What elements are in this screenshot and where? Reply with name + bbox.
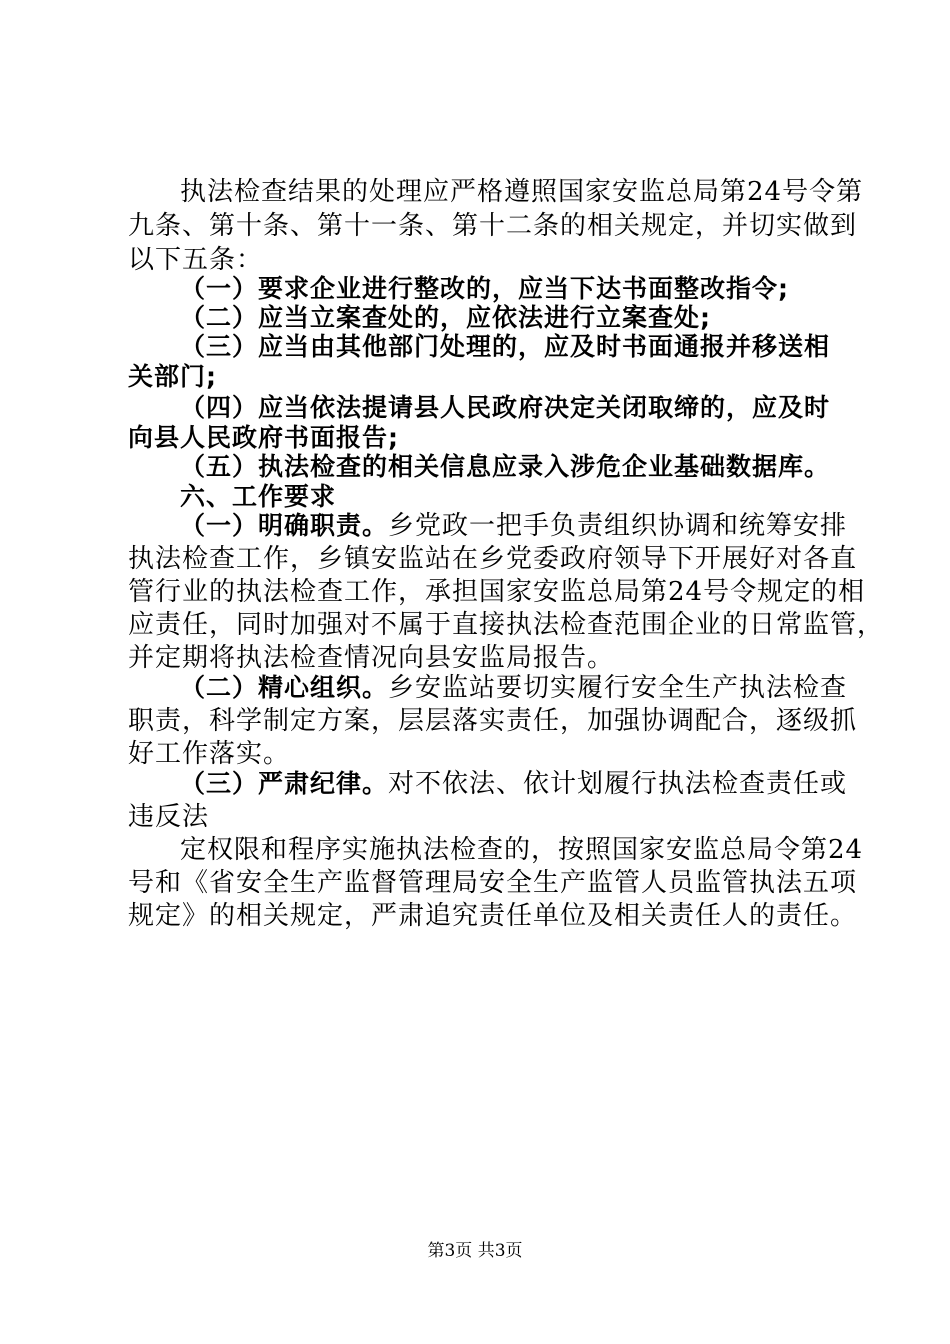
list-item-1: （一）要求企业进行整改的，应当下达书面整改指令; (180, 274, 789, 303)
requirement-3-text: 对不依法、依计划履行执法检查责任或 (388, 769, 848, 799)
list-item-3-line-2: 关部门; (128, 362, 217, 391)
page-footer: 第3页 共3页 (427, 1241, 523, 1261)
closing-line-3: 规定》的相关规定，严肃追究责任单位及相关责任人的责任。 (128, 901, 858, 931)
requirement-2-title: （二）精心组织。 (180, 673, 389, 702)
requirement-2-text: 乡安监站要切实履行安全生产执法检查 (388, 673, 848, 703)
requirement-1-line-3: 管行业的执法检查工作，承担国家安监总局第24号令规定的相 (128, 577, 866, 607)
requirement-1-line-4: 应责任，同时加强对不属于直接执法检查范围企业的日常监管， (128, 610, 885, 640)
paragraph-intro-line-2: 九条、第十条、第十一条、第十二条的相关规定，并切实做到 (128, 211, 858, 241)
list-item-5: （五）执法检查的相关信息应录入涉危企业基础数据库。 (180, 452, 831, 481)
paragraph-intro-line-3: 以下五条： (128, 245, 264, 275)
paragraph-intro-line-1: 执法检查结果的处理应严格遵照国家安监总局第24号令第 (180, 177, 864, 207)
list-item-4-line-1: （四）应当依法提请县人民政府决定关闭取缔的，应及时 (180, 393, 831, 422)
requirement-1-line-2: 执法检查工作，乡镇安监站在乡党委政府领导下开展好对各直 (128, 544, 858, 574)
requirement-2-line-3: 好工作落实。 (128, 739, 291, 769)
requirement-2-line-1 (180, 673, 847, 703)
requirement-1-title: （一）明确职责。 (180, 511, 389, 540)
requirement-3-line-1 (180, 769, 847, 799)
requirement-1-line-5: 并定期将执法检查情况向县安监局报告。 (128, 643, 615, 673)
list-item-4-line-2: 向县人民政府书面报告; (128, 423, 399, 452)
list-item-2: （二）应当立案查处的，应依法进行立案查处; (180, 303, 711, 332)
section-heading: 六、工作要求 (180, 482, 337, 511)
closing-line-2: 号和《省安全生产监督管理局安全生产监管人员监管执法五项 (128, 868, 858, 898)
requirement-3-title: （三）严肃纪律。 (180, 769, 389, 798)
requirement-1-line-1 (180, 511, 847, 541)
list-item-3-line-1: （三）应当由其他部门处理的，应及时书面通报并移送相 (180, 332, 831, 361)
requirement-3-line-2: 违反法 (128, 802, 210, 832)
requirement-1-text: 乡党政一把手负责组织协调和统筹安排 (388, 511, 848, 541)
closing-line-1: 定权限和程序实施执法检查的，按照国家安监总局令第24 (180, 835, 864, 865)
requirement-2-line-2: 职责，科学制定方案，层层落实责任，加强协调配合，逐级抓 (128, 706, 858, 736)
